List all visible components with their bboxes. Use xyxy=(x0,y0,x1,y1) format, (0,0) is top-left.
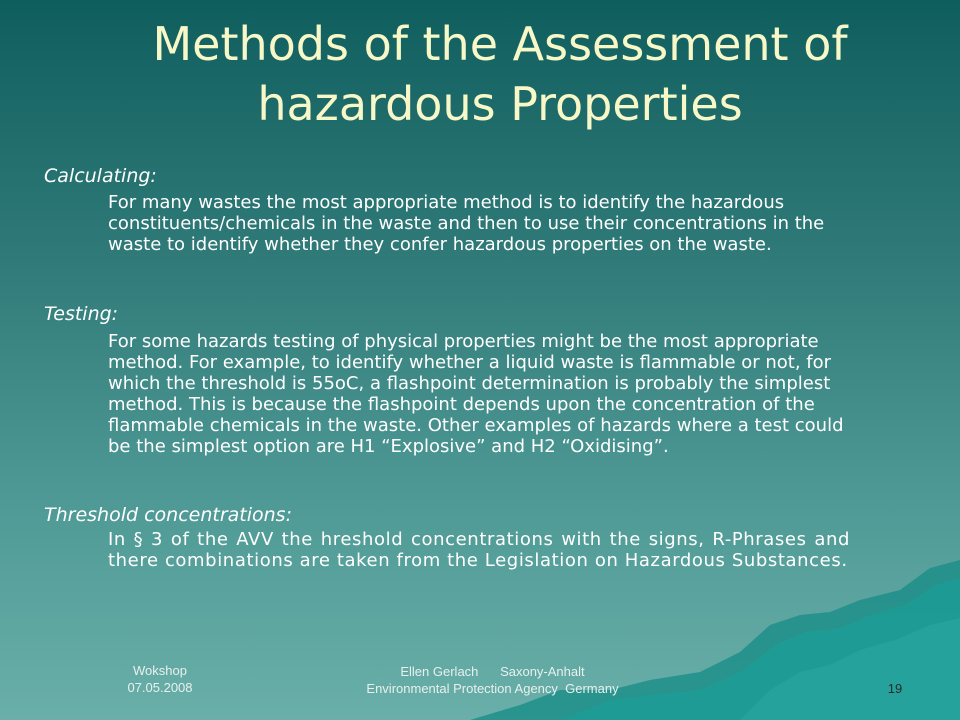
section-body-calculating: For many wastes the most appropriate method is to identify the hazardous constituents/chemicals in the waste and then to use their concentrations in the waste to identify whether they confer hazardous properties on the waste. xyxy=(108,192,825,255)
section-body-testing: For some hazards testing of physical properties might be the most appropriate method. For example, to identify whether a liquid waste is flammable or not, for which the threshold is 55oC, a flashpoint determination is probably the simplest method. This is because the flashpoint depends upon the concentration of the flammable chemicals in the waste. Other examples of hazards where a test could be the simplest option are H1 “Explosive” and H2 “Oxidising”. xyxy=(108,331,844,457)
page-number: 19 xyxy=(887,681,903,696)
section-heading-threshold: Threshold concentrations: xyxy=(44,504,292,526)
footer-workshop: Wokshop xyxy=(133,663,187,678)
title-line-1: Methods of the Assessment of xyxy=(152,17,848,71)
slide-title xyxy=(100,14,900,134)
footer-left xyxy=(100,662,220,696)
footer-center xyxy=(320,663,665,697)
footer-date: 07.05.2008 xyxy=(127,680,193,695)
footer-author: Ellen Gerlach Saxony-Anhalt xyxy=(400,664,585,679)
title-line-2: hazardous Properties xyxy=(257,77,743,131)
section-heading-testing: Testing: xyxy=(44,303,119,325)
footer-agency: Environmental Protection Agency Germany xyxy=(366,681,619,696)
section-body-threshold: In § 3 of the AVV the hreshold concentrations with the signs, R-Phrases and there combinations are taken from the Legislation on Hazardous Substances. xyxy=(108,529,850,571)
section-heading-calculating: Calculating: xyxy=(44,165,157,187)
